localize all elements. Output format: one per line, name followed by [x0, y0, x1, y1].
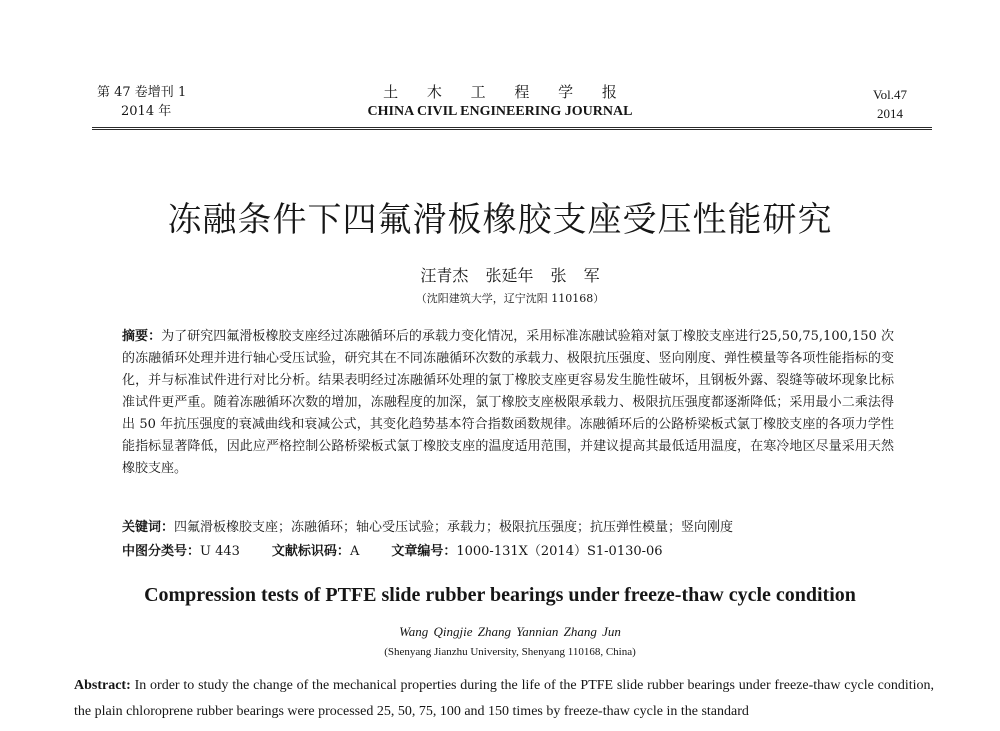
abstract-en	[74, 673, 934, 725]
header-rule	[92, 127, 932, 130]
year-cn: 2014 年	[121, 104, 172, 119]
article-number-label: 文章编号：	[391, 544, 457, 559]
article-number-value: 1000-131X（2014）S1-0130-06	[456, 544, 663, 559]
journal-issue-info	[97, 83, 247, 121]
abstract-cn	[122, 326, 894, 480]
keywords-cn-label: 关键词：	[122, 520, 175, 535]
journal-name	[330, 83, 670, 121]
volume-issue-cn: 第 47 卷增刊 1	[97, 85, 187, 100]
journal-volume-info	[860, 85, 920, 123]
abstract-en-text: In order to study the change of the mechanical properties during the life of the PTFE slide rubber bearings under freeze-thaw cycle condition, the plain chloroprene rubber bearings were processed 25, 50, 75, 100 and 150 times by freeze-thaw cycle in the standard	[74, 678, 934, 719]
keywords-cn	[122, 518, 894, 538]
clc-value: U 443	[200, 544, 240, 559]
year-en: 2014	[877, 106, 903, 121]
authors-en: Wang Qingjie Zhang Yannian Zhang Jun	[399, 624, 621, 639]
abstract-cn-text: 为了研究四氟滑板橡胶支座经过冻融循环后的承载力变化情况，采用标准冻融试验箱对氯丁橡胶支座进行25,50,75,100,150 次的冻融循环处理并进行轴心受压试验，研究其在不同冻融循环次数的承载力、极限抗压强度、竖向刚度、弹性模量等各项性能指标的变化，并与标准试件进行对比分析。结果表明经过冻融循环处理的氯丁橡胶支座更容易发生脆性破坏，且钢板外露、裂缝等破坏现象比标准试件更严重。随着冻融循环次数的增加，冻融程度的加深，氯丁橡胶支座极限承载力、极限抗压强度都逐渐降低；采用最小二乘法得出 50 年抗压强度的衰减曲线和衰减公式，其变化趋势基本符合指数函数规律。冻融循环后的公路桥梁板式氯丁橡胶支座的各项力学性能指标显著降低，因此应严格控制公路桥梁板式氯丁橡胶支座的温度适用范围，并建议提高其最低适用温度，在寒冷地区尽量采用天然橡胶支座。	[122, 329, 894, 476]
keywords-cn-text: 四氟滑板橡胶支座；冻融循环；轴心受压试验；承载力；极限抗压强度；抗压弹性模量；竖向刚度	[174, 520, 734, 535]
article-title-en: Compression tests of PTFE slide rubber bearings under freeze-thaw cycle condition	[144, 584, 856, 606]
affiliation-cn: （沈阳建筑大学，辽宁沈阳 110168）	[415, 292, 605, 305]
journal-name-en: CHINA CIVIL ENGINEERING JOURNAL	[367, 104, 633, 119]
authors-cn: 汪青杰 张延年 张 军	[420, 266, 600, 285]
doc-code-value: A	[349, 544, 360, 559]
volume-en: Vol.47	[872, 87, 908, 102]
abstract-en-label: Abstract:	[74, 678, 131, 693]
classification-line	[122, 542, 894, 562]
abstract-cn-label: 摘要：	[122, 329, 162, 344]
affiliation-en: (Shenyang Jianzhu University, Shenyang 110168, China)	[384, 646, 636, 658]
article-title-cn: 冻融条件下四氟滑板橡胶支座受压性能研究	[167, 200, 833, 240]
journal-name-cn: 土 木 工 程 学 报	[383, 83, 629, 101]
doc-code-label: 文献标识码：	[271, 544, 350, 559]
clc-label: 中图分类号：	[122, 544, 201, 559]
